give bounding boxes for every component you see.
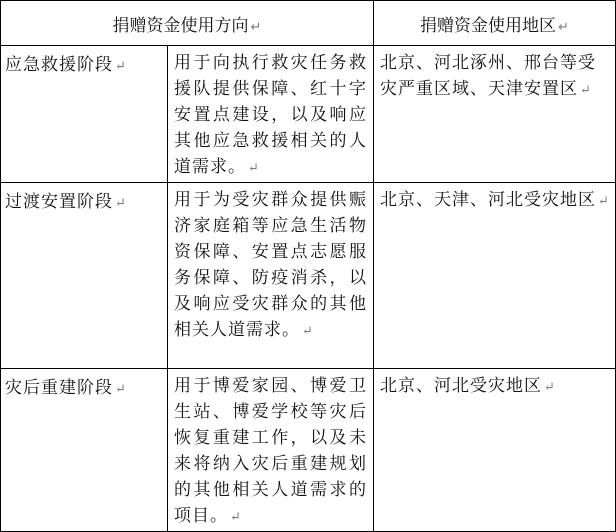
region-cell: 北京、天津、河北受灾地区 ↵ — [374, 183, 616, 369]
purpose-cell: 用于博爱家园、博爱卫生站、博爱学校等灾后恢复重建工作，以及未来将纳入灾后重建规划的其他相关人道需求的项目。 ↵ — [168, 369, 374, 532]
region-cell: 北京、河北受灾地区 ↵ — [374, 369, 616, 532]
paragraph-mark-icon: ↵ — [115, 382, 127, 397]
header-direction: 捐赠资金使用方向 ↵ — [1, 1, 374, 46]
stage-cell: 应急救援阶段 ↵ — [1, 46, 168, 183]
table-header-row — [1, 1, 616, 46]
paragraph-mark-icon: ↵ — [558, 19, 569, 35]
paragraph-mark-icon: ↵ — [115, 196, 127, 211]
paragraph-mark-icon: ↵ — [544, 380, 556, 395]
table-row — [1, 369, 616, 532]
stage-cell: 过渡安置阶段 ↵ — [1, 183, 168, 369]
paragraph-mark-icon: ↵ — [302, 324, 314, 339]
table-row — [1, 183, 616, 369]
paragraph-mark-icon: ↵ — [115, 59, 127, 74]
table-row — [1, 46, 616, 183]
paragraph-mark-icon: ↵ — [580, 83, 592, 98]
paragraph-mark-icon: ↵ — [230, 510, 242, 525]
region-cell: 北京、河北涿州、邢台等受灾严重区域、天津安置区 ↵ — [374, 46, 616, 183]
header-region: 捐赠资金使用地区 ↵ — [374, 1, 616, 46]
purpose-cell: 用于向执行救灾任务救援队提供保障、红十字安置点建设，以及响应其他应急救援相关的人道需求。 ↵ — [168, 46, 374, 183]
stage-cell: 灾后重建阶段 ↵ — [1, 369, 168, 532]
purpose-cell: 用于为受灾群众提供赈济家庭箱等应急生活物资保障、安置点志愿服务保障、防疫消杀，以及响应受灾群众的其他相关人道需求。 ↵ — [168, 183, 374, 369]
paragraph-mark-icon: ↵ — [250, 19, 262, 35]
paragraph-mark-icon: ↵ — [598, 194, 610, 209]
paragraph-mark-icon: ↵ — [248, 161, 260, 176]
